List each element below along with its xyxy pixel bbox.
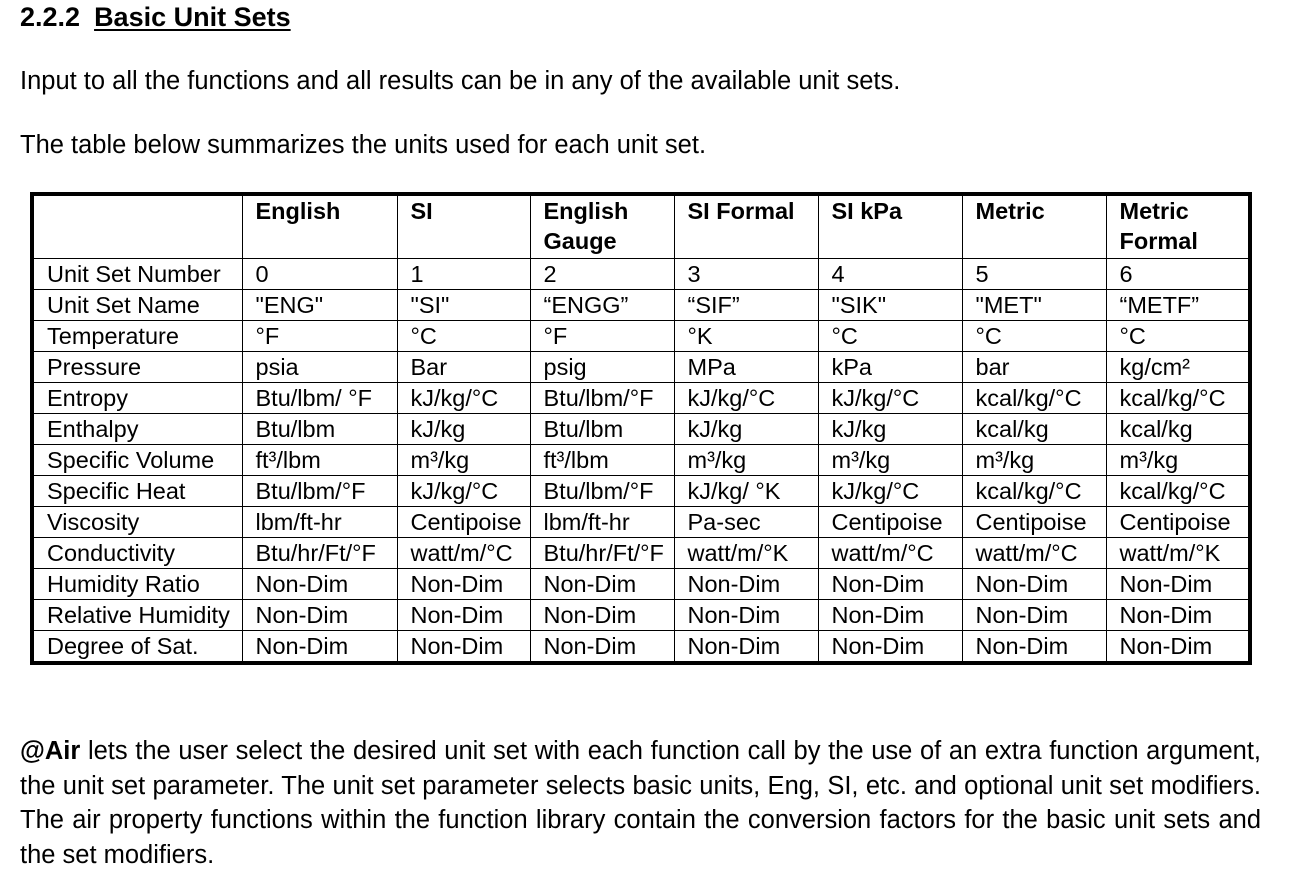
corner-cell [32, 194, 242, 259]
table-cell: Non-Dim [962, 600, 1106, 631]
row-label: Pressure [32, 352, 242, 383]
table-cell: Btu/lbm/°F [530, 383, 674, 414]
table-cell: kJ/kg/ °K [674, 476, 818, 507]
row-label: Unit Set Number [32, 259, 242, 290]
table-cell: lbm/ft-hr [242, 507, 397, 538]
table-header-row [32, 194, 1250, 259]
table-cell: watt/m/°K [1106, 538, 1250, 569]
table-cell: kcal/kg/°C [962, 476, 1106, 507]
column-header: Metric [962, 194, 1106, 259]
table-cell: °F [530, 321, 674, 352]
table-cell: °C [397, 321, 530, 352]
table-cell: kPa [818, 352, 962, 383]
table-row [32, 352, 1250, 383]
table-cell: Btu/lbm/ °F [242, 383, 397, 414]
table-cell: Non-Dim [530, 569, 674, 600]
table-cell: Btu/lbm [242, 414, 397, 445]
table-cell: watt/m/°C [962, 538, 1106, 569]
intro-paragraph-2: The table below summarizes the units used for each unit set. [20, 131, 707, 159]
table-cell: Btu/hr/Ft/°F [242, 538, 397, 569]
table-cell: kJ/kg/°C [674, 383, 818, 414]
column-header: SI kPa [818, 194, 962, 259]
table-cell: kcal/kg/°C [1106, 383, 1250, 414]
table-cell: watt/m/°K [674, 538, 818, 569]
table-cell: °C [1106, 321, 1250, 352]
table-cell: Non-Dim [674, 631, 818, 664]
unit-sets-table [30, 192, 1252, 665]
table-cell: Btu/hr/Ft/°F [530, 538, 674, 569]
table-cell: °K [674, 321, 818, 352]
table-cell: °F [242, 321, 397, 352]
table-cell: psig [530, 352, 674, 383]
table-cell: Pa-sec [674, 507, 818, 538]
table-cell: 6 [1106, 259, 1250, 290]
closing-text: lets the user select the desired unit set with each function call by the use of an extra function argument, the unit set parameter. The unit set parameter selects basic units, Eng, SI, etc. and optional unit set modifiers. The air property functions within the function library contain the conversion factors for the basic unit sets and the set modifiers. [20, 737, 1261, 869]
table-row [32, 414, 1250, 445]
column-header: SI Formal [674, 194, 818, 259]
table-row [32, 476, 1250, 507]
table-cell: Centipoise [1106, 507, 1250, 538]
table-body [32, 259, 1250, 664]
table-cell: Non-Dim [397, 600, 530, 631]
table-cell: Non-Dim [674, 600, 818, 631]
table-cell: kJ/kg [674, 414, 818, 445]
table-cell: Non-Dim [818, 631, 962, 664]
row-label: Specific Heat [32, 476, 242, 507]
closing-paragraph [20, 734, 1261, 872]
table-cell: "MET" [962, 290, 1106, 321]
section-heading [20, 2, 291, 33]
column-header: Metric Formal [1106, 194, 1250, 259]
table-cell: ft³/lbm [530, 445, 674, 476]
table-cell: °C [962, 321, 1106, 352]
table-cell: 1 [397, 259, 530, 290]
table-cell: Non-Dim [1106, 631, 1250, 664]
table-row [32, 321, 1250, 352]
table-cell: Btu/lbm/°F [242, 476, 397, 507]
row-label: Unit Set Name [32, 290, 242, 321]
table-cell: Non-Dim [397, 569, 530, 600]
row-label: Entropy [32, 383, 242, 414]
table-cell: m³/kg [962, 445, 1106, 476]
table-cell: Bar [397, 352, 530, 383]
product-name: @Air [20, 737, 81, 765]
table-cell: 3 [674, 259, 818, 290]
row-label: Degree of Sat. [32, 631, 242, 664]
table-cell: Non-Dim [818, 600, 962, 631]
table-cell: kcal/kg [1106, 414, 1250, 445]
table-cell: 0 [242, 259, 397, 290]
intro-paragraph-1: Input to all the functions and all results can be in any of the available unit sets. [20, 67, 901, 95]
table-cell: kcal/kg [962, 414, 1106, 445]
table-cell: kJ/kg [818, 414, 962, 445]
row-label: Conductivity [32, 538, 242, 569]
table-row [32, 631, 1250, 664]
row-label: Temperature [32, 321, 242, 352]
table-cell: bar [962, 352, 1106, 383]
table-cell: psia [242, 352, 397, 383]
table-cell: Non-Dim [530, 600, 674, 631]
section-title: Basic Unit Sets [94, 2, 291, 32]
table-cell: MPa [674, 352, 818, 383]
table-cell: m³/kg [397, 445, 530, 476]
table-cell: Non-Dim [818, 569, 962, 600]
row-label: Enthalpy [32, 414, 242, 445]
table-cell: “METF” [1106, 290, 1250, 321]
table-cell: Non-Dim [242, 600, 397, 631]
table-row [32, 600, 1250, 631]
row-label: Humidity Ratio [32, 569, 242, 600]
table-cell: Non-Dim [530, 631, 674, 664]
table-cell: Btu/lbm [530, 414, 674, 445]
table-cell: “ENGG” [530, 290, 674, 321]
table-cell: kJ/kg/°C [818, 476, 962, 507]
table-cell: °C [818, 321, 962, 352]
table-cell: kJ/kg/°C [818, 383, 962, 414]
table-cell: “SIF” [674, 290, 818, 321]
table-cell: 5 [962, 259, 1106, 290]
table-cell: Non-Dim [1106, 569, 1250, 600]
table-cell: Non-Dim [962, 569, 1106, 600]
table-cell: watt/m/°C [397, 538, 530, 569]
table-cell: Non-Dim [962, 631, 1106, 664]
table-row [32, 445, 1250, 476]
table-cell: kJ/kg/°C [397, 383, 530, 414]
table-cell: Centipoise [962, 507, 1106, 538]
table-cell: "SIK" [818, 290, 962, 321]
table-row [32, 538, 1250, 569]
table-cell: watt/m/°C [818, 538, 962, 569]
section-number: 2.2.2 [20, 2, 81, 32]
table-row [32, 290, 1250, 321]
table-cell: Centipoise [818, 507, 962, 538]
table-row [32, 507, 1250, 538]
table-cell: kg/cm² [1106, 352, 1250, 383]
table-cell: kJ/kg/°C [397, 476, 530, 507]
table-cell: m³/kg [674, 445, 818, 476]
table-cell: kcal/kg/°C [962, 383, 1106, 414]
table-cell: ft³/lbm [242, 445, 397, 476]
table-cell: Non-Dim [242, 569, 397, 600]
row-label: Viscosity [32, 507, 242, 538]
table-cell: m³/kg [818, 445, 962, 476]
table-cell: m³/kg [1106, 445, 1250, 476]
table-cell: kcal/kg/°C [1106, 476, 1250, 507]
table-cell: Non-Dim [397, 631, 530, 664]
table-cell: kJ/kg [397, 414, 530, 445]
table-row [32, 383, 1250, 414]
column-header: English [242, 194, 397, 259]
table-row [32, 259, 1250, 290]
table-row [32, 569, 1250, 600]
table-cell: Non-Dim [242, 631, 397, 664]
table-cell: lbm/ft-hr [530, 507, 674, 538]
table-cell: 4 [818, 259, 962, 290]
column-header: SI [397, 194, 530, 259]
table-cell: 2 [530, 259, 674, 290]
table-cell: Non-Dim [674, 569, 818, 600]
table-cell: Centipoise [397, 507, 530, 538]
table-cell: Btu/lbm/°F [530, 476, 674, 507]
table-cell: Non-Dim [1106, 600, 1250, 631]
row-label: Specific Volume [32, 445, 242, 476]
table-cell: "ENG" [242, 290, 397, 321]
table-cell: "SI" [397, 290, 530, 321]
column-header: English Gauge [530, 194, 674, 259]
row-label: Relative Humidity [32, 600, 242, 631]
